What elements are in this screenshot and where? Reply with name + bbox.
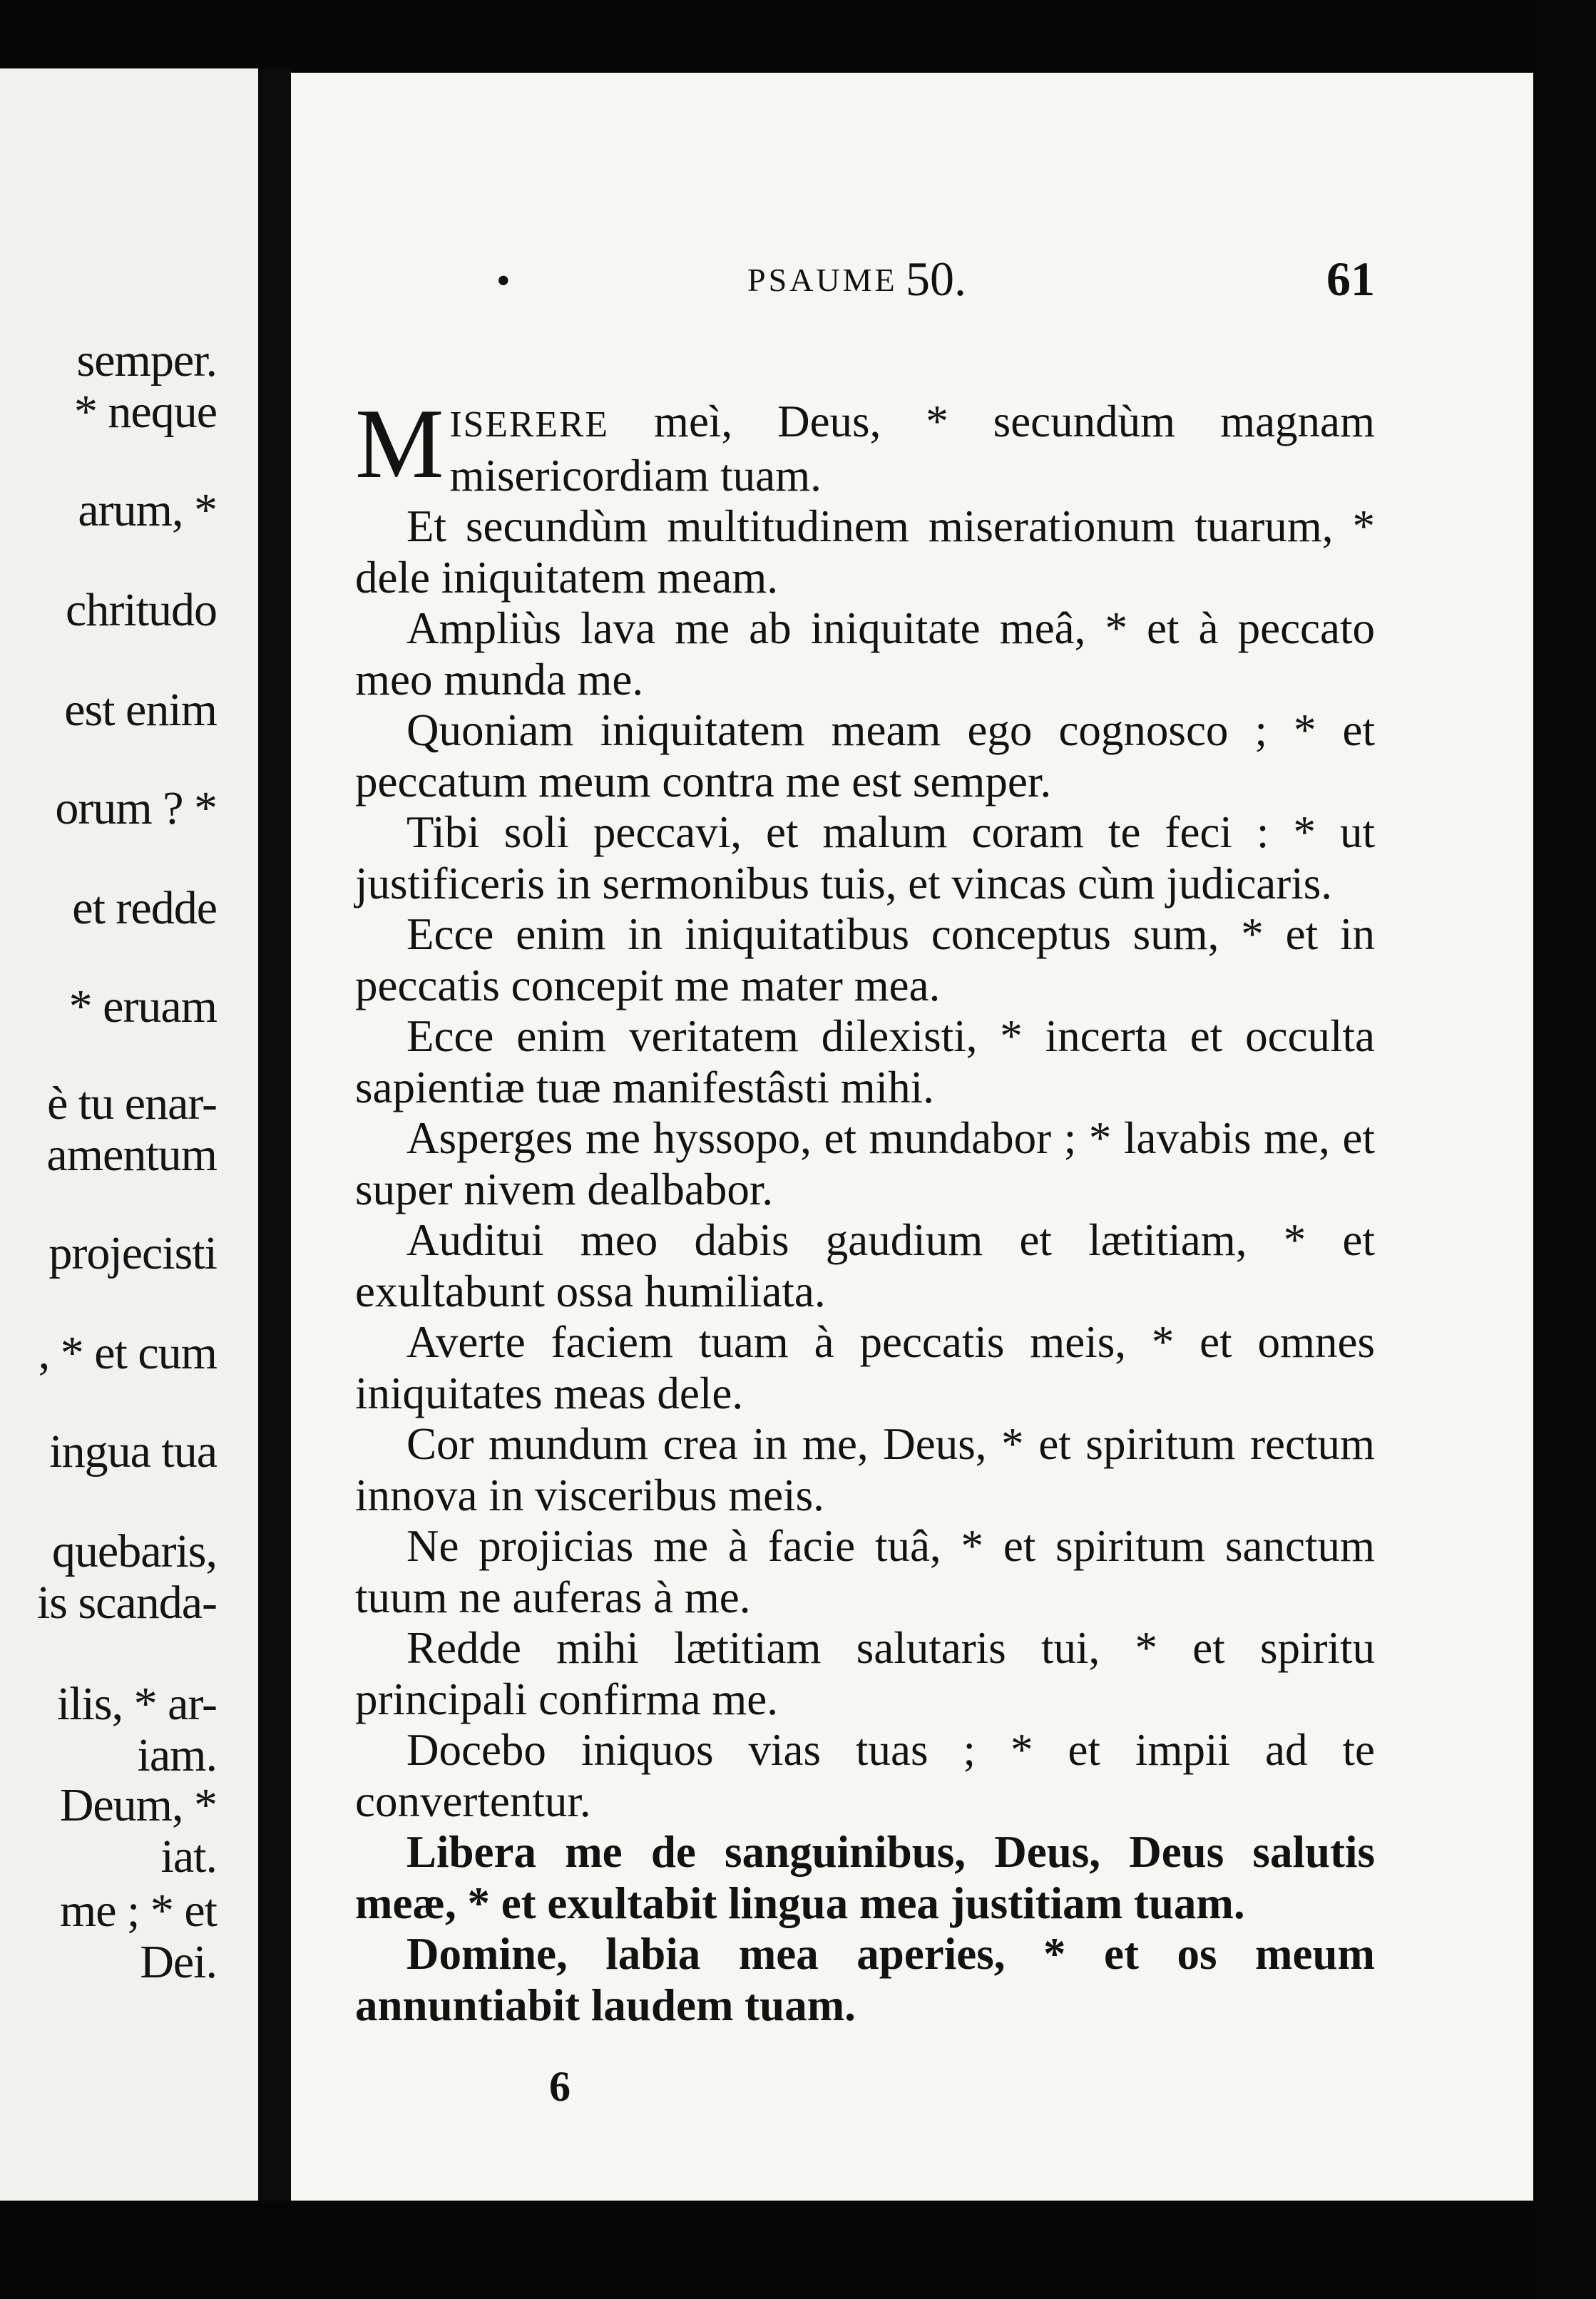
running-title: PSAUME — [747, 262, 898, 298]
psalm-verse — [355, 501, 1375, 603]
verse-text: meì, Deus, * secundùm magnam misericordiam tuam. — [449, 396, 1375, 501]
psalm-verse — [355, 1623, 1375, 1725]
left-page-fragment: arum, * — [78, 484, 217, 536]
psalm-verse — [355, 1521, 1375, 1623]
left-page-fragment: amentum — [46, 1129, 217, 1181]
left-page-fragment: Deum, * — [59, 1779, 217, 1831]
psalm-verse — [355, 1419, 1375, 1521]
psalm-verse — [355, 1929, 1375, 2031]
verse-text: Asperges me hyssopo, et mundabor ; * lavabis me, et super nivem dealbabor. — [355, 1113, 1375, 1214]
page-header — [291, 251, 1535, 315]
psalm-verse — [355, 389, 1375, 501]
signature-mark: 6 — [549, 2063, 571, 2110]
left-page-fragment: est enim — [64, 684, 217, 736]
left-page-fragment: ilis, * ar- — [56, 1678, 217, 1730]
left-page-fragment: * eruam — [68, 980, 217, 1033]
drop-cap: M — [355, 389, 444, 499]
page-number: 61 — [1326, 252, 1375, 306]
left-page-text-fragments — [0, 68, 267, 2201]
verse-text: Redde mihi lætitiam salutaris tui, * et spiritu principali confirma me. — [355, 1623, 1375, 1724]
psalm-verse — [355, 1827, 1375, 1929]
verse-text: Ecce enim veritatem dilexisti, * incerta et occulta sapientiæ tuæ manifestâsti mihi. — [355, 1011, 1375, 1112]
verse-text: Cor mundum crea in me, Deus, * et spiritum rectum innova in visceribus meis. — [355, 1419, 1375, 1520]
verse-text: Quoniam iniquitatem meam ego cognosco ; * et peccatum meum contra me est semper. — [355, 705, 1375, 807]
right-page — [291, 73, 1535, 2202]
psalm-verse — [355, 1215, 1375, 1317]
left-page-fragment: me ; * et — [59, 1885, 217, 1937]
psalm-verse — [355, 1725, 1375, 1827]
psalm-verse — [355, 1317, 1375, 1419]
scan-border-right — [1533, 0, 1596, 2299]
left-page-fragment: chritudo — [66, 584, 217, 636]
psalm-verse — [355, 807, 1375, 909]
verse-text: Tibi soli peccavi, et malum coram te feci : * ut justificeris in sermonibus tuis, et vincas cùm judicaris. — [355, 807, 1375, 908]
incipit-smallcaps: ISERERE — [449, 404, 609, 445]
left-page-fragment: et redde — [72, 882, 217, 934]
left-page-fragment: quebaris, — [51, 1525, 217, 1577]
verse-text: Averte faciem tuam à peccatis meis, * et omnes iniquitates meas dele. — [355, 1317, 1375, 1418]
left-facing-page — [0, 68, 267, 2201]
verse-text: Ampliùs lava me ab iniquitate meâ, * et à peccato meo munda me. — [355, 603, 1375, 705]
verse-text: Ne projicias me à facie tuâ, * et spiritum sanctum tuum ne auferas à me. — [355, 1521, 1375, 1622]
left-page-fragment: projecisti — [48, 1227, 217, 1279]
left-page-fragment: è tu enar- — [47, 1077, 217, 1130]
header-bullet: • — [496, 259, 511, 303]
psalm-verse — [355, 603, 1375, 705]
left-page-fragment: is scanda- — [36, 1577, 217, 1629]
left-page-fragment: iam. — [137, 1729, 217, 1781]
verse-text: Domine, labia mea aperies, * et os meum annuntiabit laudem tuam. — [355, 1929, 1375, 2030]
left-page-fragment: orum ? * — [55, 782, 217, 834]
psalm-verse — [355, 1113, 1375, 1215]
left-page-fragment: iat. — [160, 1831, 217, 1883]
verse-text: Et secundùm multitudinem miserationum tuarum, * dele iniquitatem meam. — [355, 501, 1375, 603]
left-page-fragment: * neque — [73, 386, 217, 438]
left-page-fragment: Dei. — [140, 1936, 217, 1988]
scan-border-top — [0, 0, 1596, 71]
psalm-verse — [355, 1011, 1375, 1113]
left-page-fragment: ingua tua — [49, 1425, 217, 1478]
psalm-number: 50. — [906, 252, 966, 306]
verse-text: Libera me de sanguinibus, Deus, Deus salutis meæ, * et exultabit lingua mea justitiam tuam. — [355, 1827, 1375, 1928]
left-page-fragment: semper. — [76, 334, 217, 386]
psalm-verse — [355, 909, 1375, 1011]
left-page-fragment: , * et cum — [38, 1327, 217, 1379]
book-gutter — [258, 68, 292, 2201]
verse-text: Auditui meo dabis gaudium et lætitiam, * et exultabunt ossa humiliata. — [355, 1215, 1375, 1316]
scan-border-bottom — [0, 2201, 1596, 2299]
psalm-text — [355, 389, 1375, 2031]
verse-text: Docebo iniquos vias tuas ; * et impii ad te convertentur. — [355, 1725, 1375, 1826]
verse-text: Ecce enim in iniquitatibus conceptus sum, * et in peccatis concepit me mater mea. — [355, 909, 1375, 1010]
psalm-verse — [355, 705, 1375, 807]
